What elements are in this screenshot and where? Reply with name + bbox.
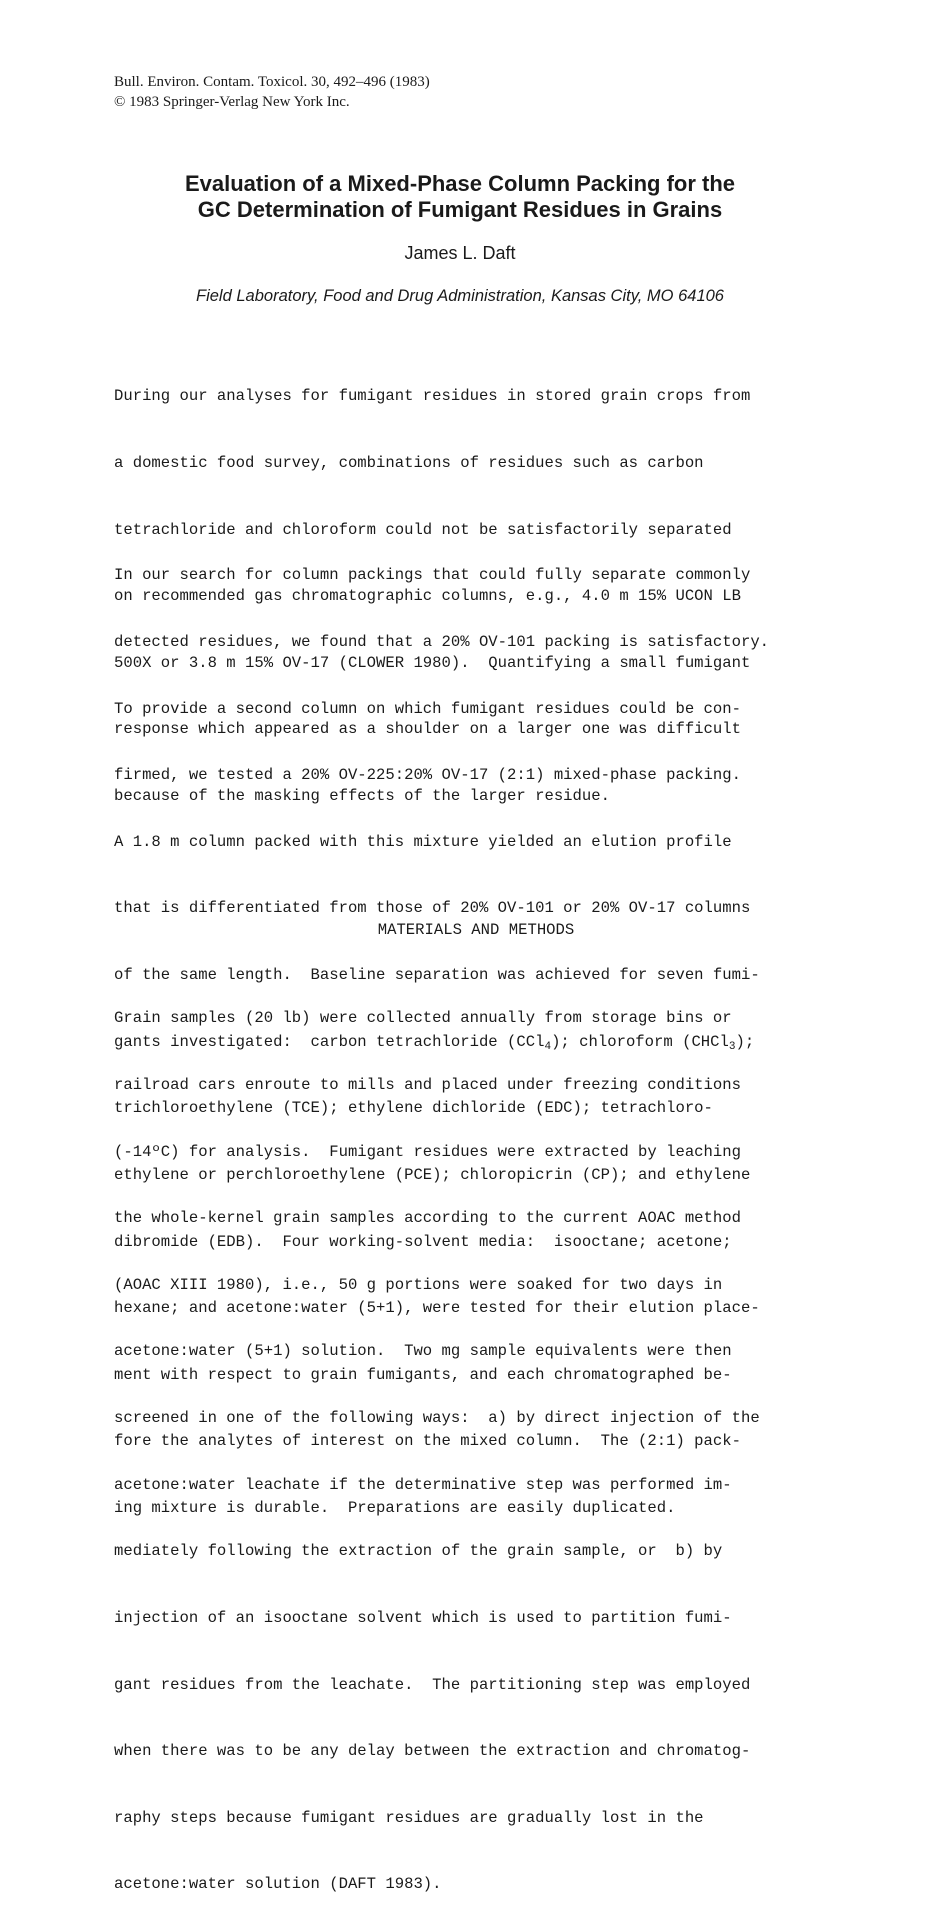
citation-line-2: © 1983 Springer-Verlag New York Inc.	[114, 94, 350, 110]
text-line: raphy steps because fumigant residues are gradually lost in the	[114, 1808, 704, 1827]
text-line: (AOAC XIII 1980), i.e., 50 g portions were soaked for two days in	[114, 1275, 723, 1294]
citation-line-1: Bull. Environ. Contam. Toxicol. 30, 492–496 (1983)	[114, 74, 430, 90]
subscript: 3	[728, 1040, 736, 1053]
text-line: acetone:water leachate if the determinative step was performed im-	[114, 1475, 732, 1494]
title-line-2: GC Determination of Fumigant Residues in Grains	[197, 197, 723, 222]
text-line: gant residues from the leachate. The partitioning step was employed	[114, 1675, 751, 1694]
journal-citation	[114, 72, 430, 112]
text-line: that is differentiated from those of 20% OV-101 or 20% OV-17 columns	[114, 899, 751, 918]
text-line: on recommended gas chromatographic columns, e.g., 4.0 m 15% UCON LB	[114, 587, 741, 606]
text-line: detected residues, we found that a 20% OV-101 packing is satisfactory.	[114, 633, 770, 652]
text-line: mediately following the extraction of the grain sample, or b) by	[114, 1542, 723, 1561]
text-line: response which appeared as a shoulder on a larger one was difficult	[114, 720, 741, 739]
text-line: firmed, we tested a 20% OV-225:20% OV-17 (2:1) mixed-phase packing.	[114, 766, 741, 785]
title-line-1: Evaluation of a Mixed-Phase Column Packing for the	[184, 171, 736, 196]
text-line: To provide a second column on which fumigant residues could be con-	[114, 699, 741, 718]
text-run: );	[735, 1032, 755, 1051]
section-heading: MATERIALS AND METHODS	[377, 921, 575, 939]
text-line: railroad cars enroute to mills and placed under freezing conditions	[114, 1076, 741, 1095]
text-line: of the same length. Baseline separation was achieved for seven fumi-	[114, 966, 760, 985]
author-name: James L. Daft	[404, 243, 516, 263]
text-line: when there was to be any delay between the extraction and chromatog-	[114, 1742, 751, 1761]
text-line: (-14ºC) for analysis. Fumigant residues were extracted by leaching	[114, 1142, 741, 1161]
text-line: dibromide (EDB). Four working-solvent media: isooctane; acetone;	[114, 1232, 732, 1251]
subscript: 4	[544, 1040, 552, 1053]
text-line: the whole-kernel grain samples according to the current AOAC method	[114, 1209, 741, 1228]
text-run: gants investigated: carbon tetrachloride (CCl	[114, 1032, 545, 1051]
paragraph-methods	[114, 963, 760, 1918]
text-line: hexane; and acetone:water (5+1), were tested for their elution place-	[114, 1299, 760, 1318]
text-line: a domestic food survey, combinations of residues such as carbon	[114, 454, 704, 473]
text-line: ing mixture is durable. Preparations are easily duplicated.	[114, 1498, 676, 1517]
text-line: acetone:water (5+1) solution. Two mg sample equivalents were then	[114, 1342, 732, 1361]
text-line: In our search for column packings that could fully separate commonly	[114, 566, 751, 585]
text-line: trichloroethylene (TCE); ethylene dichloride (EDC); tetrachloro-	[114, 1099, 713, 1118]
text-line: 500X or 3.8 m 15% OV-17 (CLOWER 1980). Quantifying a small fumigant	[114, 653, 751, 672]
text-line: fore the analytes of interest on the mixed column. The (2:1) pack-	[114, 1432, 741, 1451]
text-line: ethylene or perchloroethylene (PCE); chloropicrin (CP); and ethylene	[114, 1165, 751, 1184]
text-line: because of the masking effects of the larger residue.	[114, 787, 610, 806]
author-affiliation: Field Laboratory, Food and Drug Administration, Kansas City, MO 64106	[196, 287, 724, 305]
text-line: injection of an isooctane solvent which is used to partition fumi-	[114, 1608, 732, 1627]
text-line: screened in one of the following ways: a) by direct injection of the	[114, 1409, 760, 1428]
text-run: ); chloroform (CHCl	[551, 1032, 729, 1051]
text-line: Grain samples (20 lb) were collected annually from storage bins or	[114, 1009, 732, 1028]
paper-title	[0, 171, 920, 223]
text-line: ment with respect to grain fumigants, and each chromatographed be-	[114, 1365, 732, 1384]
text-line: tetrachloride and chloroform could not be satisfactorily separated	[114, 520, 732, 539]
text-line: acetone:water solution (DAFT 1983).	[114, 1875, 442, 1894]
text-line: A 1.8 m column packed with this mixture yielded an elution profile	[114, 832, 732, 851]
text-line: During our analyses for fumigant residues in stored grain crops from	[114, 387, 751, 406]
